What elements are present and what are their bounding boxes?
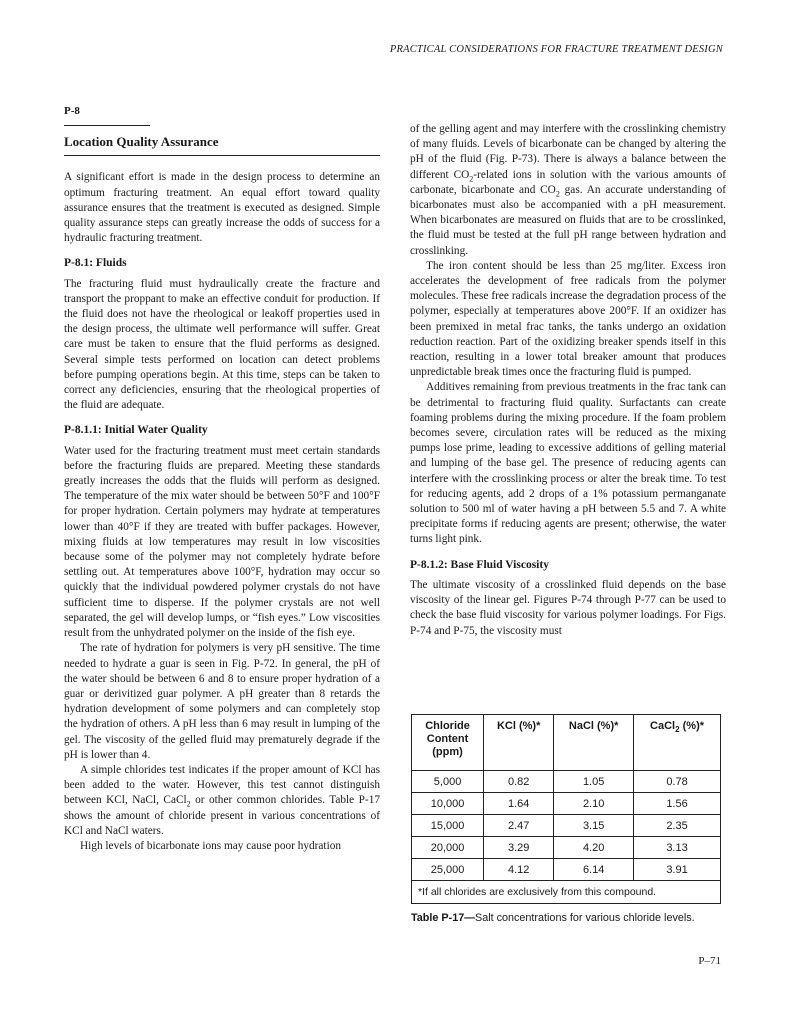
cell-kcl: 1.64 xyxy=(484,793,554,815)
cell-kcl: 4.12 xyxy=(484,859,554,881)
heading-initial-water-quality: P-8.1.1: Initial Water Quality xyxy=(64,424,208,437)
cell-cacl2: 0.78 xyxy=(634,771,721,793)
header-kcl: KCl (%)* xyxy=(484,715,554,771)
section-title: Location Quality Assurance xyxy=(64,134,219,150)
section-rule-short xyxy=(64,125,150,126)
additives-paragraph: Additives remaining from previous treatments in the frac tank can be detrimental to fracturing fluid quality. Surfactants can create foaming problems during the mixing procedure. If the foam problem becomes severe, circulation rates will be reduced as the mixing pumps lose prime, leading to excessive additions of gelling material and lumping of the base gel. The presence of reducing agents can interfere with the crosslinking process or alter the break time. To test for reducing agents, add 2 drops of a 1% potassium permanganate solution to 500 ml of water having a pH between 5.5 and 7. A white precipitate forms if reducing agents are present; otherwise, the water turns light pink. xyxy=(410,381,726,546)
table-row xyxy=(412,815,721,837)
table-row xyxy=(412,771,721,793)
cell-chloride: 5,000 xyxy=(412,771,484,793)
cell-cacl2: 3.13 xyxy=(634,837,721,859)
water-paragraph: Water used for the fracturing treatment must meet certain standards before the fracturing fluids are prepared. Meeting these standards greatly increases the odds that the fluids will perform as designed. The temperature of the mix water should be between 50°F and 100°F for proper hydration. Certain polymers may hydrate at temperatures lower than 40°F if they are treated with buffer packages. However, mixing fluids at low temperatures may result in low viscosities because some of the polymer may not completely hydrate before settling out. At temperatures above 100°F, hydration may occur so quickly that the individual powdered polymer crystals do not have sufficient time to disperse. If the polymer crystals are not well separated, the gel will develop lumps, or “fish eyes.” Low viscosities result from the unhydrated polymer on the inside of the fish eye. xyxy=(64,444,380,640)
table-footnote: *If all chlorides are exclusively from this compound. xyxy=(412,881,721,904)
cell-nacl: 4.20 xyxy=(554,837,634,859)
heading-fluids: P-8.1: Fluids xyxy=(64,257,127,270)
table-row xyxy=(412,837,721,859)
iron-paragraph: The iron content should be less than 25 mg/liter. Excess iron accelerates the development of free radicals from the polymer molecules. These free radicals increase the degradation process of the polymer, especially at temperatures above 200°F. If an oxidizer has been premixed in metal frac tanks, the tanks undergo an oxidation reduction reaction. Part of the oxidizing breaker spends itself in this reaction, resulting in a lower total breaker amount that produces unpredictable break times once the fracturing fluid is pumped. xyxy=(410,259,726,379)
running-header: PRACTICAL CONSIDERATIONS FOR FRACTURE TREATMENT DESIGN xyxy=(389,44,723,55)
cell-nacl: 2.10 xyxy=(554,793,634,815)
table-footnote-row xyxy=(412,881,721,904)
continued-paragraph: of the gelling agent and may interfere with the crosslinking chemistry of many fluids. Levels of bicarbonate can be changed by altering the pH of the fluid (Fig. P-73). There is always a balance between the different $CO_2$-related ions in solution with the various amounts of carbonate, bicarbonate and $CO_2$ gas. An accurate understanding of bicarbonates must also be accompanied with a pH measurement. When bicarbonates are measured on fluids that are to be crosslinked, the fluid must be tested at the full pH range between hydration and crosslinking. xyxy=(410,123,726,257)
cell-cacl2: 2.35 xyxy=(634,815,721,837)
viscosity-paragraph: The ultimate viscosity of a crosslinked fluid depends on the base viscosity of the linear gel. Figures P-74 through P-77 can be used to check the base fluid viscosity for various polymer loadings. For Figs. P-74 and P-75, the viscosity must xyxy=(410,578,726,637)
intro-paragraph: A significant effort is made in the design process to determine an optimum fracturing treatment. An equal effort toward quality assurance ensures that the treatment is executed as designed. Simple quality assurance steps can greatly increase the odds of success for a hydraulic fracturing treatment. xyxy=(64,171,380,245)
page-number: P–71 xyxy=(698,955,721,967)
cell-cacl2: 1.56 xyxy=(634,793,721,815)
cell-chloride: 20,000 xyxy=(412,837,484,859)
header-cacl2: CaCl$_2$ (%)* xyxy=(634,715,721,771)
cell-cacl2: 3.91 xyxy=(634,859,721,881)
ph-paragraph: The rate of hydration for polymers is very pH sensitive. The time needed to hydrate a guar is seen in Fig. P-72. In general, the pH of the water should be between 6 and 8 to ensure proper hydration of a guar or derivitized guar polymer. A pH greater than 8 retards the hydration development of some polymers and can completely stop the hydration of others. A pH less than 6 may result in lumping of the gel. The viscosity of the gelled fluid may prematurely degrade if the pH is lower than 4. xyxy=(64,642,380,761)
right-column xyxy=(410,122,726,639)
cell-kcl: 0.82 xyxy=(484,771,554,793)
table-header-row xyxy=(412,715,721,771)
chlorides-paragraph: A simple chlorides test indicates if the proper amount of KCl has been added to the water. However, this test cannot distinguish between KCl, NaCl, CaCl$_2$ or other common chlorides. Table P-17 shows the amount of chloride present in various concentrations of KCl and NaCl waters. xyxy=(64,763,380,837)
header-chloride-content: Chloride Content (ppm) xyxy=(412,715,484,771)
cell-nacl: 1.05 xyxy=(554,771,634,793)
cell-kcl: 2.47 xyxy=(484,815,554,837)
caption-label: Table P-17 xyxy=(411,912,465,924)
left-column xyxy=(64,104,380,854)
section-rule xyxy=(64,155,380,156)
section-number: P-8 xyxy=(64,105,80,117)
fluids-paragraph: The fracturing fluid must hydraulically create the fracture and transport the proppant to make an effective conduit for production. If the fluid does not have the rheological or leakoff properties used in the design process, the ultimate well performance will suffer. Great care must be taken to ensure that the fluid performs as designed. Several simple tests performed on location can detect problems before pumping operations begin. At this time, steps can be taken to correct any deficiencies, ensuring that the rheological properties of the fluid are adequate. xyxy=(64,277,380,412)
cell-kcl: 3.29 xyxy=(484,837,554,859)
caption-text: Salt concentrations for various chloride levels. xyxy=(475,912,695,924)
cell-nacl: 3.15 xyxy=(554,815,634,837)
table-row xyxy=(412,859,721,881)
table-caption: Table P-17—Salt concentrations for various chloride levels. xyxy=(411,912,695,924)
salt-concentration-table xyxy=(411,714,721,904)
heading-base-fluid-viscosity: P-8.1.2: Base Fluid Viscosity xyxy=(410,558,549,571)
bicarbonate-paragraph: High levels of bicarbonate ions may cause poor hydration xyxy=(80,839,342,852)
header-nacl: NaCl (%)* xyxy=(554,715,634,771)
cell-nacl: 6.14 xyxy=(554,859,634,881)
table-row xyxy=(412,793,721,815)
cell-chloride: 15,000 xyxy=(412,815,484,837)
cell-chloride: 25,000 xyxy=(412,859,484,881)
cell-chloride: 10,000 xyxy=(412,793,484,815)
